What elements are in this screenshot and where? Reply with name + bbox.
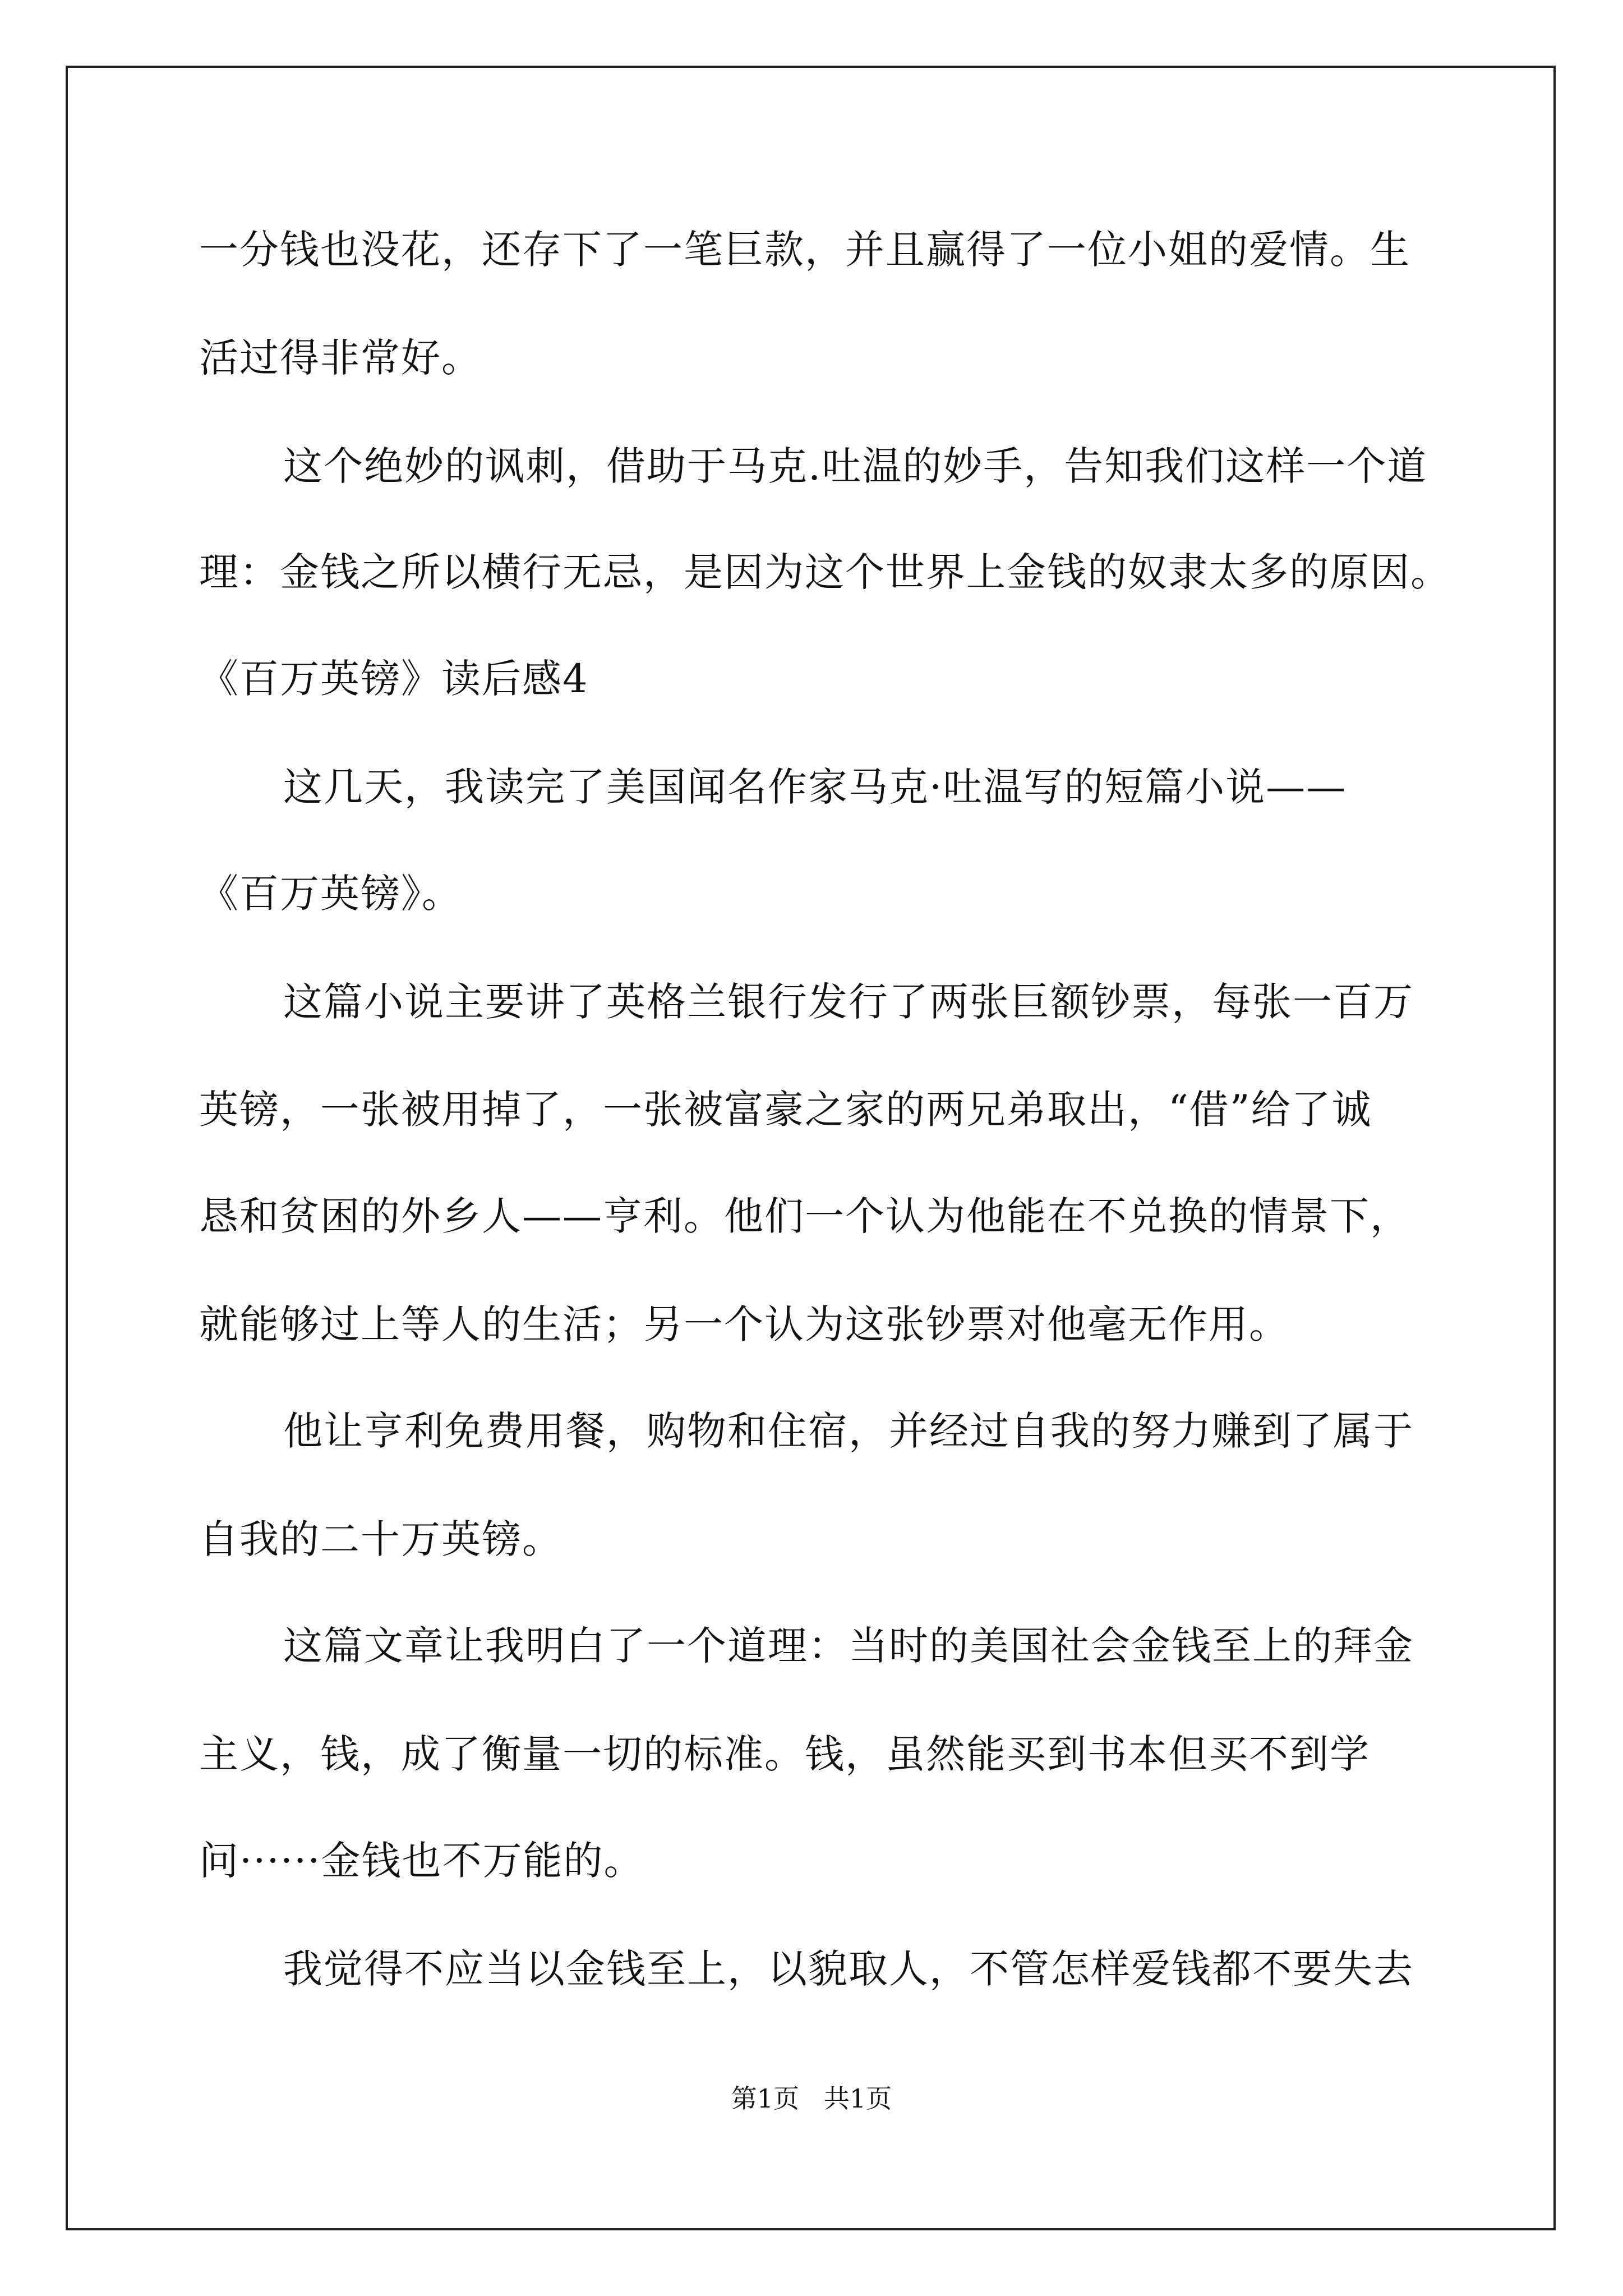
text-line: 活过得非常好。 [199,335,482,381]
text-line: 主义，钱，成了衡量一切的标准。钱，虽然能买到书本但买不到学 [199,1731,1370,1777]
text-line: 问······金钱也不万能的。 [199,1838,644,1884]
paragraph-start-line: 这个绝妙的讽刺，借助于马克.吐温的妙手，告知我们这样一个道 [283,443,1428,489]
paragraph-start-line: 这篇小说主要讲了英格兰银行发行了两张巨额钞票，每张一百万 [283,979,1414,1025]
text-line: 一分钱也没花，还存下了一笔巨款，并且赢得了一位小姐的爱情。生 [199,227,1410,273]
text-line: 就能够过上等人的生活；另一个认为这张钞票对他毫无作用。 [199,1301,1289,1347]
page-footer: 第1页 共1页 [731,2083,892,2114]
paragraph-start-line: 这几天，我读完了美国闻名作家马克·吐温写的短篇小说—— [283,764,1347,810]
section-heading: 《百万英镑》读后感4 [199,656,589,702]
paragraph-start-line: 我觉得不应当以金钱至上，以貌取人，不管怎样爱钱都不要失去 [283,1946,1414,1992]
text-line: 英镑，一张被用掉了，一张被富豪之家的两兄弟取出，“借”给了诚 [199,1087,1372,1133]
text-line: 自我的二十万英镑。 [199,1516,562,1562]
text-line: 恳和贫困的外乡人——亨利。他们一个认为他能在不兑换的情景下， [199,1193,1410,1239]
text-line: 理：金钱之所以横行无忌，是因为这个世界上金钱的奴隶太多的原因。 [199,549,1451,595]
paragraph-start-line: 他让亨利免费用餐，购物和住宿，并经过自我的努力赚到了属于 [283,1408,1414,1454]
page-border [66,66,1556,2230]
paragraph-start-line: 这篇文章让我明白了一个道理：当时的美国社会金钱至上的拜金 [283,1623,1414,1669]
text-line: 《百万英镑》。 [199,871,462,917]
